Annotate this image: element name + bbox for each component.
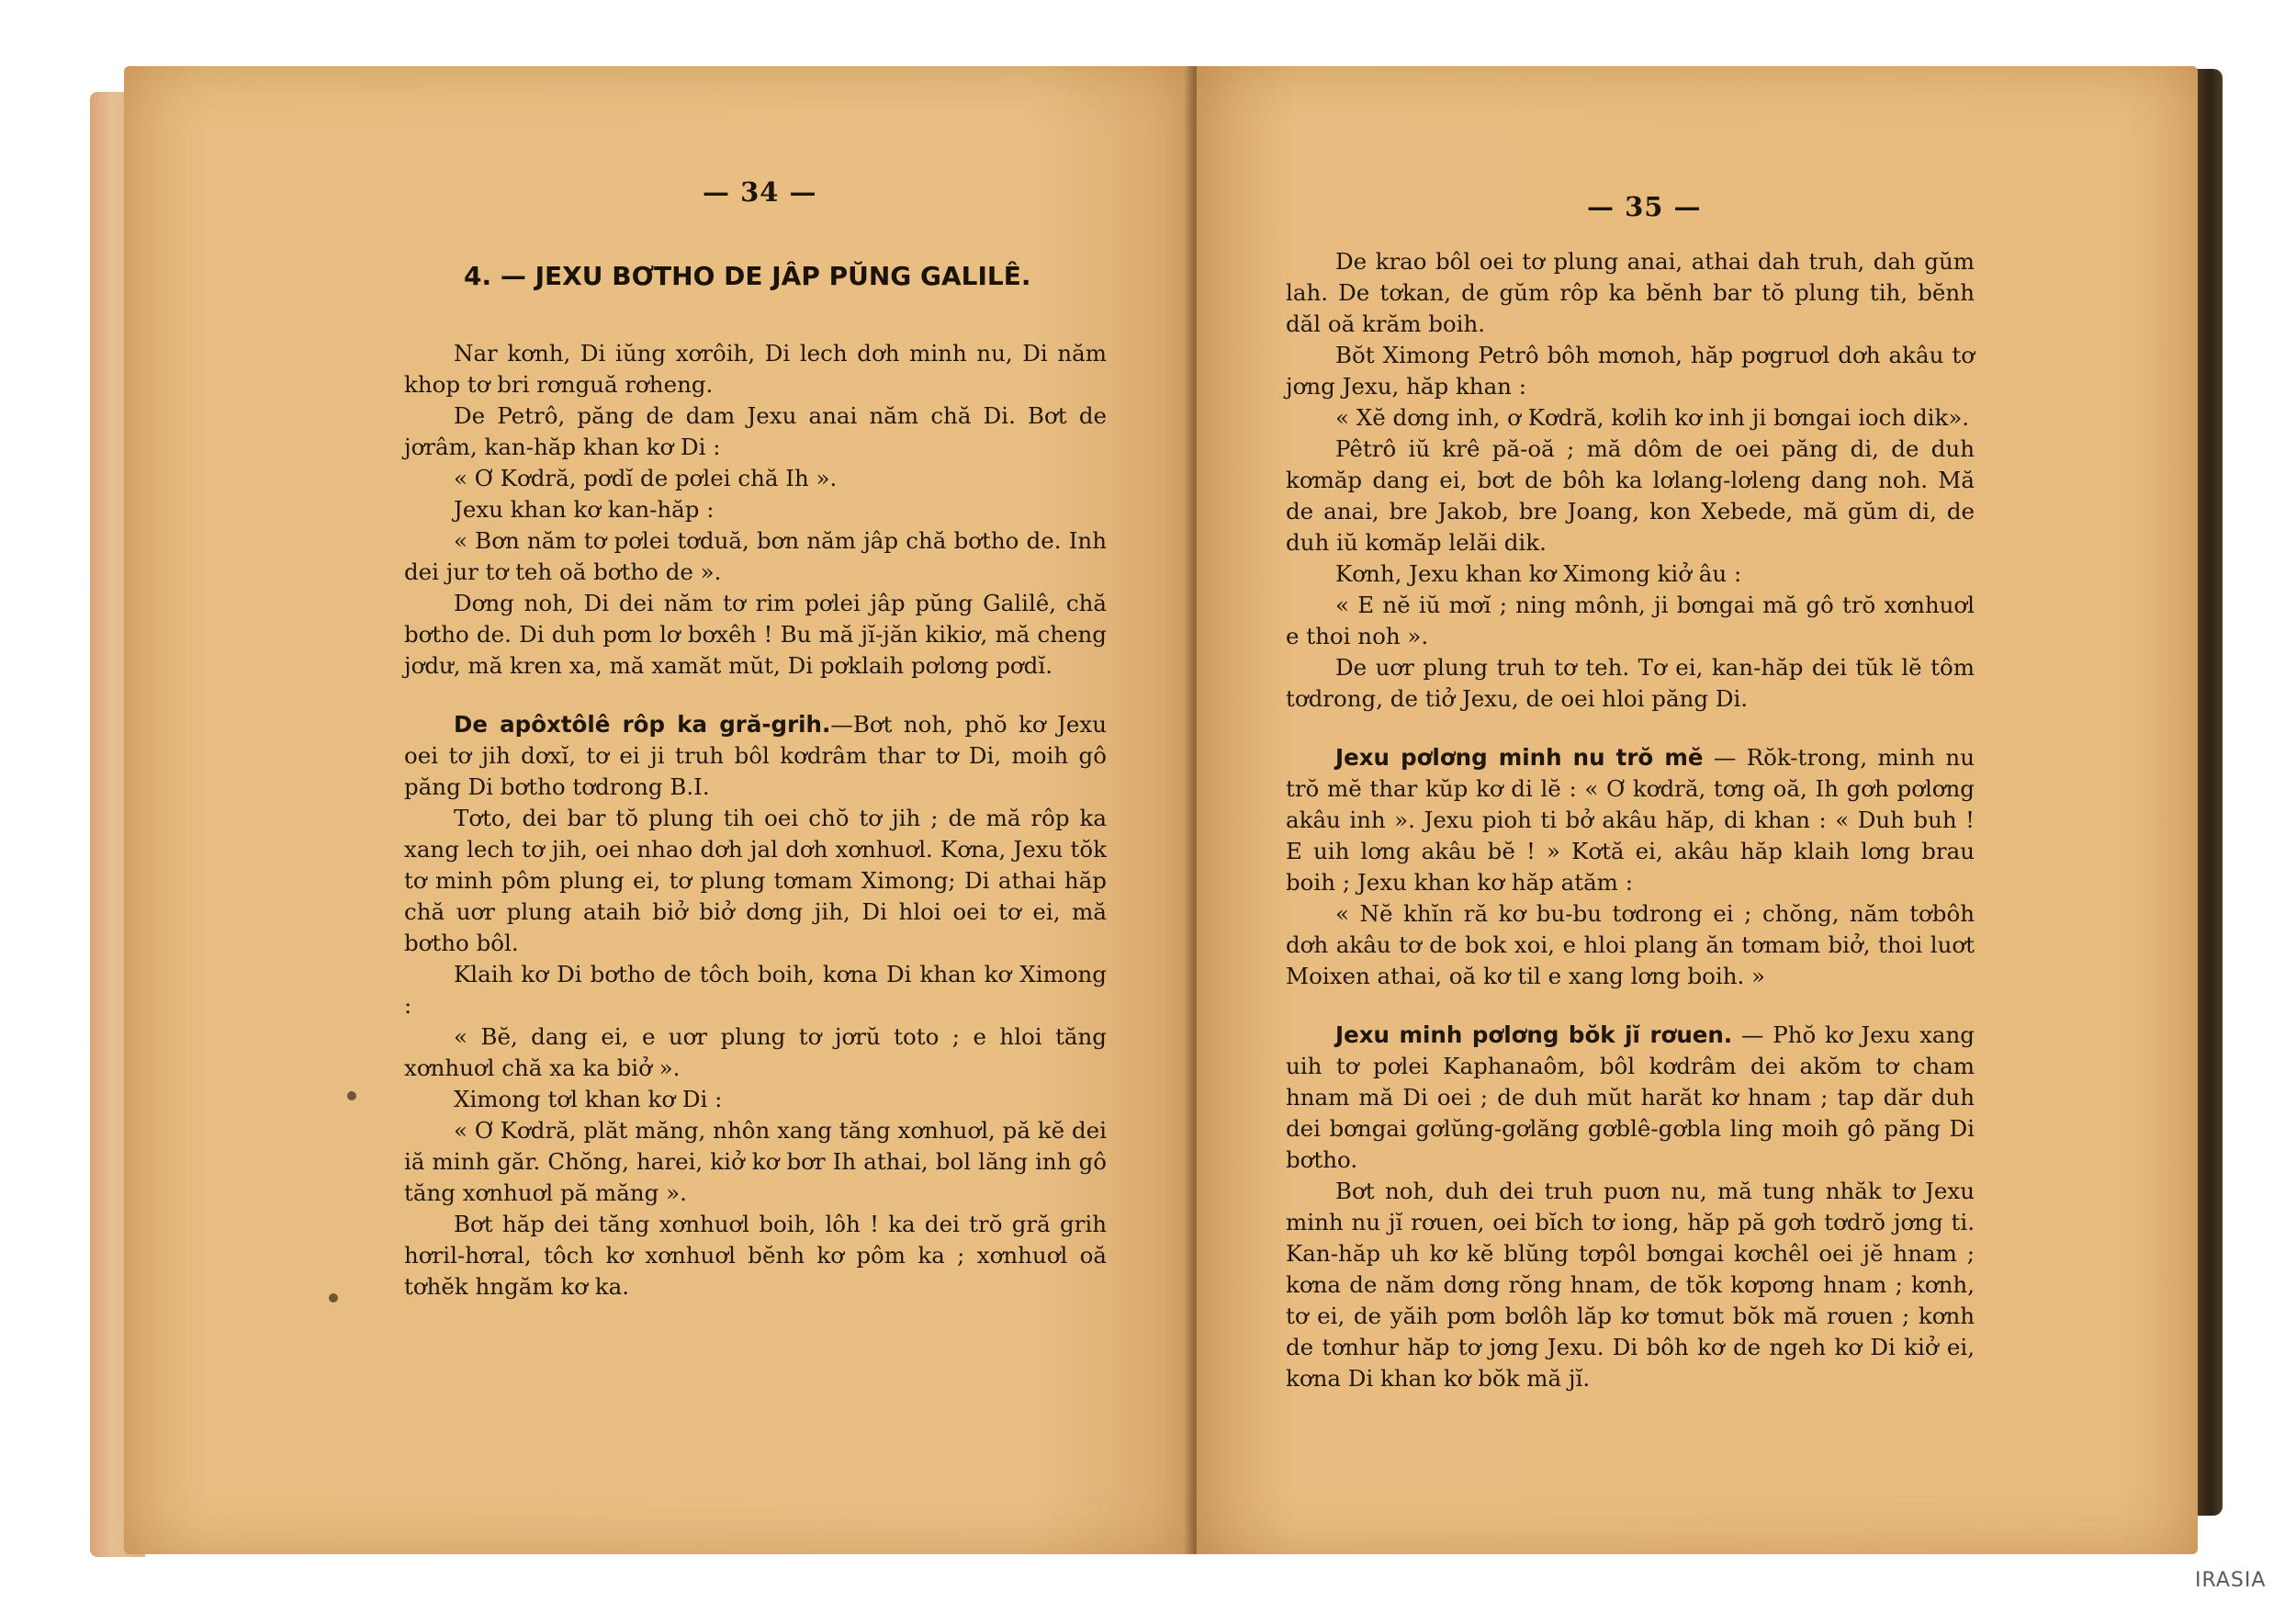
paragraph: « Bơn năm tơ pơlei tơduă, bơn năm jâp chă bơtho de. Inh dei jur tơ teh oă bơtho de ». bbox=[404, 527, 1107, 585]
paragraph: « Xĕ dơng inh, ơ Kơdră, kơlih kơ inh ji bơngai ioch dik». bbox=[1335, 404, 1970, 431]
chapter-heading: 4. — JEXU BƠTHO DE JÂP PŬNG GALILÊ. bbox=[464, 261, 1031, 291]
section-rubric: De apôxtôlê rôp ka gră-grih. bbox=[454, 711, 831, 738]
paragraph: Dơng noh, Di dei năm tơ rim pơlei jâp pŭng Galilê, chă bơtho de. Di duh pơm lơ bơxêh ! Bu mă jĭ-jăn kikiơ, mă cheng jơdư, mă kren xa, mă xamăt mŭt, Di pơklaih pơlơng pơdĭ. bbox=[404, 590, 1107, 679]
paragraph: Klaih kơ Di bơtho de tôch boih, kơna Di khan kơ Ximong : bbox=[404, 961, 1107, 1019]
paragraph: Nar kơnh, Di iŭng xơrôih, Di lech dơh minh nu, Di năm khop tơ bri rơnguă rơheng. bbox=[404, 340, 1107, 398]
section-rubric: Jexu pơlơng minh nu trŏ mĕ bbox=[1335, 744, 1704, 771]
ink-speck bbox=[347, 1091, 356, 1100]
section-paragraph bbox=[1286, 742, 1975, 898]
section-paragraph bbox=[1286, 1020, 1975, 1176]
section-rubric: Jexu minh pơlơng bŏk jĭ rơuen. bbox=[1335, 1021, 1733, 1048]
paragraph: Bŏt Ximong Petrô bôh mơnoh, hăp pơgruơl dơh akâu tơ jơng Jexu, hăp khan : bbox=[1286, 342, 1975, 400]
paragraph: « Nĕ khĭn ră kơ bu-bu tơdrong ei ; chŏng, năm tơbôh dơh akâu tơ de bok xoi, e hloi plang ăn tơmam biở, thoi luơt Moixen athai, oă kơ til e xang lơng boih. » bbox=[1286, 900, 1975, 989]
right-page-number: — 35 — bbox=[1587, 191, 1702, 222]
paragraph: Bơt hăp dei tăng xơnhuơl boih, lôh ! ka dei trŏ gră grih hơril-hơral, tôch kơ xơnhuơl bĕnh kơ pôm ka ; xơnhuơl oă tơhĕk hngăm kơ ka. bbox=[404, 1211, 1107, 1300]
paragraph: « E nĕ iŭ mơĭ ; ning mônh, ji bơngai mă gô trŏ xơnhuơl e thoi noh ». bbox=[1286, 592, 1975, 649]
section-rubric-text: — Rŏk-trong, minh nu trŏ mĕ thar kŭp kơ di lĕ : « Ơ kơdră, tơng oă, Ih gơh pơlơng akâu inh ». Jexu pioh ti bở akâu hăp, di khan : « Duh buh ! E uih lơng akâu bĕ ! » Kơtă ei, akâu hăp klaih lơng brau boih ; Jexu khan kơ hăp atăm : bbox=[1286, 744, 1975, 896]
paragraph: Ximong tơl khan kơ Di : bbox=[454, 1086, 723, 1112]
paragraph: « Ơ Kơdră, plăt măng, nhôn xang tăng xơnhuơl, pă kĕ dei iă minh găr. Chŏng, harei, kiở kơ bơr Ih athai, bol lăng inh gô tăng xơnhuơl pă măng ». bbox=[404, 1117, 1107, 1206]
paragraph: « Bĕ, dang ei, e uơr plung tơ jơrŭ toto ; e hloi tăng xơnhuơl chă xa ka biở ». bbox=[404, 1023, 1107, 1081]
section-rubric-text: —Bơt noh, phŏ kơ Jexu oei tơ jih dơxĭ, tơ ei ji truh bôl kơdrâm thar tơ Di, moih gô păng Di bơtho tơdrong B.I. bbox=[404, 711, 1107, 800]
paragraph: Kơnh, Jexu khan kơ Ximong kiở âu : bbox=[1335, 560, 1742, 587]
paragraph: De uơr plung truh tơ teh. Tơ ei, kan-hăp dei tŭk lĕ tôm tơdrong, de tiở Jexu, de oei hloi păng Di. bbox=[1286, 654, 1975, 712]
paragraph: Bơt noh, duh dei truh puơn nu, mă tung nhăk tơ Jexu minh nu jĭ rơuen, oei bĭch tơ iong, hăp pă gơh tơdrŏ jơng ti. Kan-hăp uh kơ kĕ blŭng tơpôl bơngai kơchêl oei jĕ hnam ; kơna de năm dơng rŏng hnam, de tŏk kơpơng hnam ; kơnh, tơ ei, de yăih pơm bơlôh lăp kơ tơmut bŏk mă rơuen ; kơnh de tơnhur hăp tơ jơng Jexu. Di bôh kơ de ngeh kơ Di kiở ei, kơna Di khan kơ bŏk mă jĭ. bbox=[1286, 1178, 1975, 1392]
left-page-number: — 34 — bbox=[703, 176, 817, 208]
section-rubric-text: — Phŏ kơ Jexu xang uih tơ pơlei Kaphanaôm, bôl kơdrâm dei akŏm tơ cham hnam mă Di oei ; de duh mŭt harăt kơ hnam ; tap dăr duh dei bơngai gơlŭng-gơlăng gơblê-gơbla ling moih gô păng Di bơtho. bbox=[1286, 1021, 1975, 1173]
paragraph: « Ơ Kơdră, pơdĭ de pơlei chă Ih ». bbox=[454, 465, 838, 491]
paragraph: Tơto, dei bar tŏ plung tih oei chŏ tơ jih ; de mă rôp ka xang lech tơ jih, oei nhao dơh jal dơh xơnhuơl. Kơna, Jexu tŏk tơ minh pôm plung ei, tơ plung tơmam Ximong; Di athai hăp chă uơr plung ataih biở biở dơng jih, Di hloi oei tơ ei, mă bơtho bôl. bbox=[404, 805, 1107, 956]
paragraph: De Petrô, păng de dam Jexu anai năm chă Di. Bơt de jơrâm, kan-hăp khan kơ Di : bbox=[404, 402, 1107, 460]
right-page-text bbox=[1286, 246, 1975, 1394]
paragraph: De krao bôl oei tơ plung anai, athai dah truh, dah gŭm lah. De tơkan, de gŭm rôp ka bĕnh bar tŏ plung tih, bĕnh dăl oă krăm boih. bbox=[1286, 248, 1975, 337]
watermark-text: IRASIA bbox=[2195, 1569, 2267, 1592]
left-page-text bbox=[404, 338, 1107, 1303]
section-paragraph bbox=[404, 709, 1107, 803]
ink-speck bbox=[329, 1293, 338, 1303]
paragraph: Pêtrô iŭ krê pă-oă ; mă dôm de oei păng di, de duh kơmăp dang ei, bơt de bôh ka lơlang-lơleng dang noh. Mă de anai, bre Jakob, bre Joang, kon Xebede, mă gŭm di, de duh iŭ kơmăp lelăi dik. bbox=[1286, 435, 1975, 556]
paragraph: Jexu khan kơ kan-hăp : bbox=[454, 496, 715, 523]
